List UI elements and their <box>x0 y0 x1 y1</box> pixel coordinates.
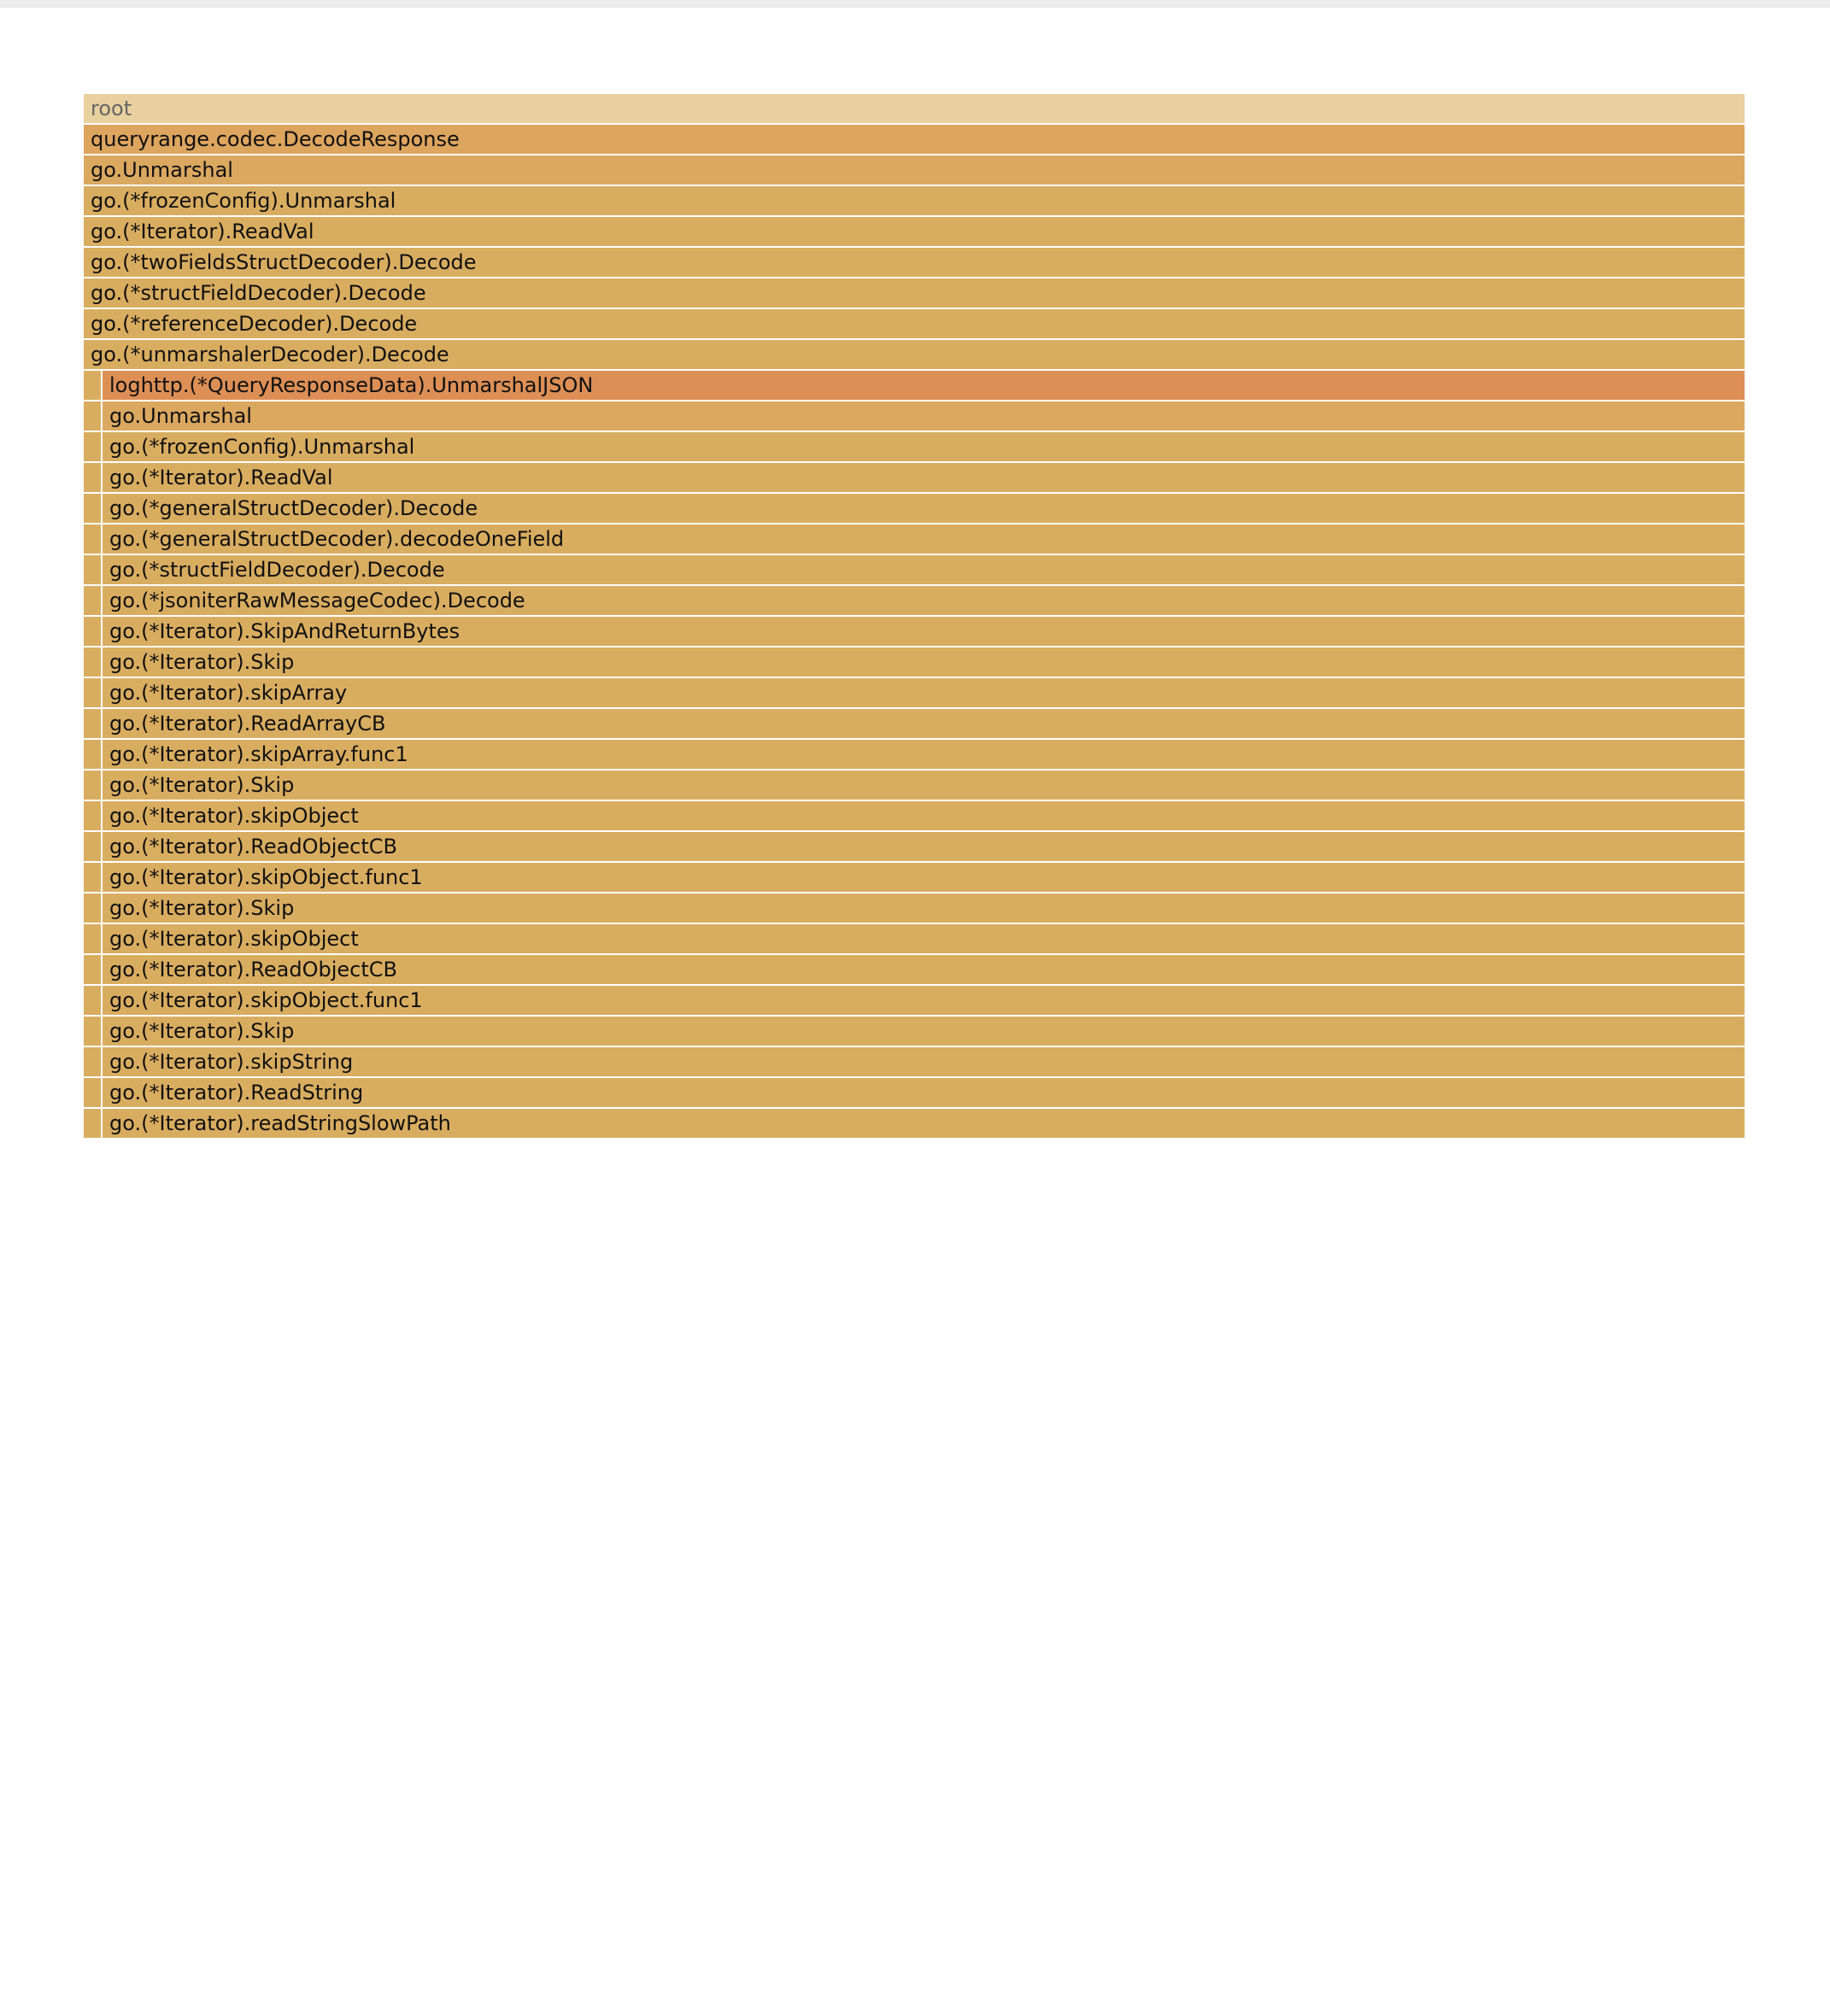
flame-frame[interactable]: go.(*unmarshalerDecoder).Decode <box>84 340 1745 369</box>
frame-sliver[interactable] <box>84 555 101 584</box>
frame-sliver[interactable] <box>84 525 101 554</box>
flame-frame[interactable]: go.(*Iterator).readStringSlowPath <box>103 1109 1745 1138</box>
flame-frame[interactable]: go.(*Iterator).ReadVal <box>84 217 1745 246</box>
flame-frame[interactable]: go.(*Iterator).skipArray.func1 <box>103 740 1745 769</box>
flame-frame[interactable]: go.(*Iterator).skipString <box>103 1047 1745 1076</box>
flame-frame[interactable]: go.(*Iterator).Skip <box>103 1017 1745 1046</box>
flame-frame[interactable]: go.(*Iterator).skipObject <box>103 924 1745 953</box>
flame-frame[interactable]: go.(*frozenConfig).Unmarshal <box>103 432 1745 461</box>
flame-graph <box>84 94 1745 1140</box>
flame-frame[interactable]: go.(*Iterator).SkipAndReturnBytes <box>103 617 1745 646</box>
flame-frame[interactable]: go.Unmarshal <box>84 155 1745 185</box>
frame-sliver[interactable] <box>84 709 101 738</box>
flame-frame[interactable]: go.(*Iterator).ReadArrayCB <box>103 709 1745 738</box>
frame-sliver[interactable] <box>84 771 101 800</box>
flame-frame[interactable]: go.(*Iterator).ReadObjectCB <box>103 832 1745 861</box>
frame-sliver[interactable] <box>84 1078 101 1107</box>
frame-sliver[interactable] <box>84 955 101 984</box>
frame-sliver[interactable] <box>84 986 101 1015</box>
frame-sliver[interactable] <box>84 678 101 707</box>
flame-frame[interactable]: go.(*referenceDecoder).Decode <box>84 309 1745 338</box>
frame-sliver[interactable] <box>84 371 101 400</box>
flame-frame[interactable]: loghttp.(*QueryResponseData).UnmarshalJSON <box>103 371 1745 400</box>
frame-sliver[interactable] <box>84 401 101 431</box>
flame-frame[interactable]: go.(*generalStructDecoder).Decode <box>103 494 1745 523</box>
flame-frame[interactable]: queryrange.codec.DecodeResponse <box>84 125 1745 154</box>
frame-sliver[interactable] <box>84 617 101 646</box>
frame-sliver[interactable] <box>84 586 101 615</box>
flame-frame[interactable]: go.(*jsoniterRawMessageCodec).Decode <box>103 586 1745 615</box>
flame-frame[interactable]: go.Unmarshal <box>103 401 1745 431</box>
flame-frame[interactable]: go.(*frozenConfig).Unmarshal <box>84 186 1745 215</box>
top-bar <box>0 0 1830 8</box>
flame-frame[interactable]: go.(*Iterator).Skip <box>103 771 1745 800</box>
flame-frame[interactable]: go.(*Iterator).skipObject <box>103 801 1745 830</box>
flame-frame[interactable]: go.(*Iterator).Skip <box>103 894 1745 923</box>
frame-sliver[interactable] <box>84 894 101 923</box>
flame-frame[interactable]: go.(*Iterator).skipArray <box>103 678 1745 707</box>
frame-sliver[interactable] <box>84 1047 101 1076</box>
frame-sliver[interactable] <box>84 740 101 769</box>
flame-frame[interactable]: go.(*Iterator).ReadObjectCB <box>103 955 1745 984</box>
flame-frame[interactable]: go.(*structFieldDecoder).Decode <box>84 278 1745 308</box>
frame-sliver[interactable] <box>84 1109 101 1138</box>
frame-sliver[interactable] <box>84 648 101 677</box>
flame-frame[interactable]: go.(*twoFieldsStructDecoder).Decode <box>84 248 1745 277</box>
frame-sliver[interactable] <box>84 924 101 953</box>
frame-sliver[interactable] <box>84 801 101 830</box>
flame-frame[interactable]: go.(*Iterator).ReadVal <box>103 463 1745 492</box>
frame-sliver[interactable] <box>84 1017 101 1046</box>
flame-frame[interactable]: go.(*Iterator).ReadString <box>103 1078 1745 1107</box>
flame-frame[interactable]: go.(*structFieldDecoder).Decode <box>103 555 1745 584</box>
frame-sliver[interactable] <box>84 494 101 523</box>
frame-sliver[interactable] <box>84 463 101 492</box>
frame-sliver[interactable] <box>84 832 101 861</box>
frame-root[interactable]: root <box>84 94 1745 123</box>
frame-sliver[interactable] <box>84 863 101 892</box>
flame-frame[interactable]: go.(*generalStructDecoder).decodeOneField <box>103 525 1745 554</box>
flame-frame[interactable]: go.(*Iterator).Skip <box>103 648 1745 677</box>
flame-frame[interactable]: go.(*Iterator).skipObject.func1 <box>103 863 1745 892</box>
flame-frame[interactable]: go.(*Iterator).skipObject.func1 <box>103 986 1745 1015</box>
frame-sliver[interactable] <box>84 432 101 461</box>
